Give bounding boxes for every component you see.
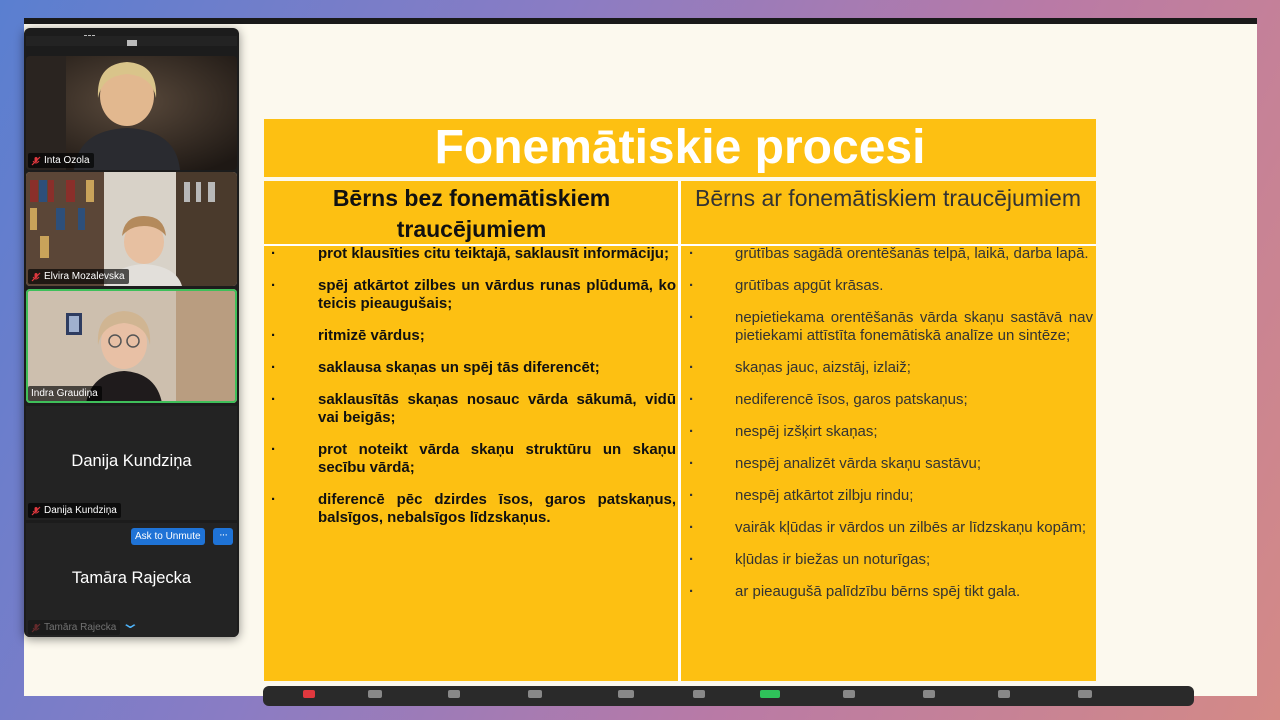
bullet-icon: · [689, 309, 694, 326]
participant-tile[interactable] [26, 523, 237, 637]
name-tag: Danija Kundziņa [28, 503, 121, 518]
mic-muted-icon [31, 623, 41, 633]
list-item: · spēj atkārtot zilbes un vārdus runas plūdumā, ko teicis pieaugušais; [271, 277, 676, 312]
list-item: · saklausītās skaņas nosauc vārda sākumā, vidū vai beigās; [271, 391, 676, 426]
apps-icon[interactable] [923, 690, 935, 698]
participant-name-large: Tamāra Rajecka [71, 569, 192, 587]
security-icon[interactable] [448, 690, 460, 698]
share-screen-icon[interactable] [760, 690, 780, 698]
more-options-button[interactable]: ··· [213, 528, 233, 545]
list-item: · nespēj analizēt vārda skaņu sastāvu; [689, 455, 981, 472]
bullet-icon: · [689, 359, 694, 376]
participants-icon[interactable] [528, 690, 542, 698]
participant-name-large: Danija Kundziņa [71, 452, 192, 470]
list-item: · diferencē pēc dzirdes īsos, garos patskaņus, balsīgos, nebalsīgos līdzskaņus. [271, 491, 676, 526]
meeting-toolbar [263, 686, 1194, 706]
more-icon[interactable] [1078, 690, 1092, 698]
mic-muted-icon [31, 272, 41, 282]
list-item: · nepietiekama orentēšanās vārda skaņu sastāvā nav pietiekami attīstīta fonemātiskā analīze un sintēze; [689, 309, 1093, 344]
mute-icon[interactable] [303, 690, 315, 698]
mic-muted-icon [31, 506, 41, 516]
comparison-table [264, 181, 1096, 681]
bullet-icon: · [271, 359, 276, 376]
name-tag: Tamāra Rajecka [28, 620, 120, 635]
left-column-header: Bērns bez fonemātiskiem traucējumiem [332, 185, 611, 242]
name-tag: Elvira Mozalevska [28, 269, 129, 284]
bullet-icon: · [689, 391, 694, 408]
view-switcher [24, 28, 239, 54]
bullet-icon: · [271, 391, 276, 408]
right-column-header: Bērns ar fonemātiskiem traucējumiem [694, 185, 1082, 211]
participant-tile[interactable] [26, 406, 237, 520]
video-icon[interactable] [368, 690, 382, 698]
whiteboard-icon[interactable] [998, 690, 1010, 698]
list-item: · skaņas jauc, aizstāj, izlaiž; [689, 359, 911, 376]
bullet-icon: · [271, 245, 276, 262]
list-item: · kļūdas ir biežas un noturīgas; [689, 551, 931, 568]
participant-tile[interactable] [26, 56, 237, 170]
mic-muted-icon [31, 156, 41, 166]
list-item: · prot noteikt vārda skaņu struktūru un skaņu secību vārdā; [271, 441, 676, 476]
list-item: · grūtības sagādā orentēšanās telpā, laikā, darba lapā. [689, 245, 1089, 262]
bullet-icon: · [689, 519, 694, 536]
list-item: · ar pieaugušā palīdzību bērns spēj tikt gala. [689, 583, 1021, 600]
bullet-icon: · [271, 441, 276, 458]
table-divider-vertical [678, 181, 681, 681]
bullet-icon: · [689, 487, 694, 504]
name-tag: Indra Graudiņa [28, 386, 102, 401]
record-icon[interactable] [843, 690, 855, 698]
participant-gallery [24, 28, 239, 637]
list-item: · nespēj atkārtot zilbju rindu; [689, 487, 914, 504]
bullet-icon: · [271, 327, 276, 344]
ask-to-unmute-button[interactable]: Ask to Unmute [131, 528, 205, 545]
bullet-icon: · [689, 583, 694, 600]
left-list [264, 245, 676, 541]
top-bar [24, 18, 1257, 24]
bullet-icon: · [271, 277, 276, 294]
bullet-icon: · [689, 277, 694, 294]
list-item: · nespēj izšķirt skaņas; [689, 423, 878, 440]
list-item: · grūtības apgūt krāsas. [689, 277, 884, 294]
list-item: · nediferencē īsos, garos patskaņus; [689, 391, 968, 408]
reactions-icon[interactable] [693, 690, 705, 698]
list-item: · prot klausīties citu teiktajā, saklausīt informāciju; [271, 245, 669, 262]
right-list [684, 245, 1093, 615]
bullet-icon: · [689, 423, 694, 440]
bullet-icon: · [689, 245, 694, 262]
bullet-icon: · [689, 455, 694, 472]
bullet-icon: · [271, 491, 276, 508]
list-item: · vairāk kļūdas ir vārdos un zilbēs ar līdzskaņu kopām; [689, 519, 1086, 536]
slide-title: Fonemātiskie procesi [264, 119, 1096, 177]
list-item: · ritmizē vārdus; [271, 327, 425, 344]
chevron-down-icon[interactable]: ⌄ [120, 615, 141, 632]
participant-tile[interactable] [26, 172, 237, 286]
participant-tile-active-speaker[interactable] [26, 289, 237, 403]
bullet-icon: · [689, 551, 694, 568]
list-item: · saklausa skaņas un spēj tās diferencēt; [271, 359, 600, 376]
name-tag: Inta Ozola [28, 153, 94, 168]
tile-icon[interactable] [26, 36, 237, 46]
chat-icon[interactable] [618, 690, 634, 698]
